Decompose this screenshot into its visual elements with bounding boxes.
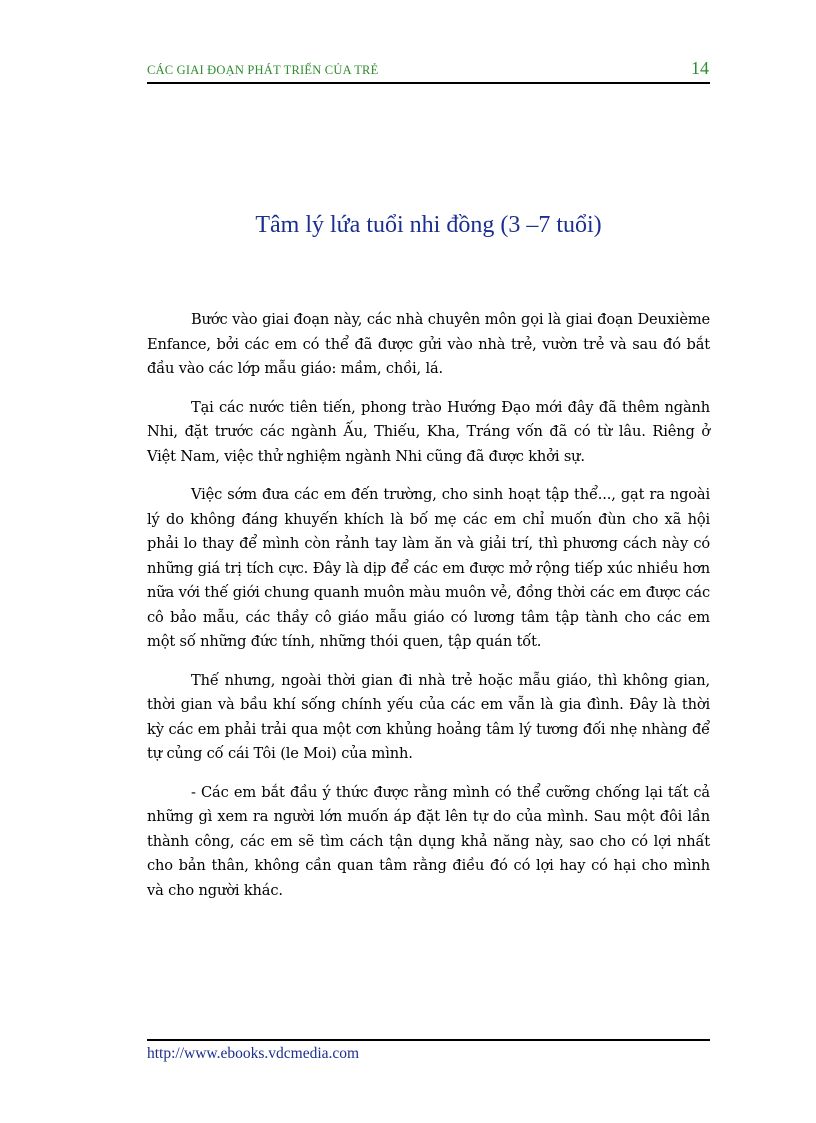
running-header [147,58,709,80]
footer-link[interactable]: http://www.ebooks.vdcmedia.com [147,1045,360,1062]
running-header-title: CÁC GIAI ĐOẠN PHÁT TRIỂN CỦA TRẺ [147,63,379,77]
section-title: Tâm lý lứa tuổi nhi đồng (3 –7 tuổi) [255,212,602,238]
body-text [147,308,710,917]
paragraph: Tại các nước tiên tiến, phong trào Hướng Đạo mới đây đã thêm ngành Nhi, đặt trước các ngành Ấu, Thiếu, Kha, Tráng vốn đã có từ lâu. Riêng ở Việt Nam, việc thử nghiệm ngành Nhi cũng đã được khởi sự. [147,398,710,465]
paragraph: Thế nhưng, ngoài thời gian đi nhà trẻ hoặc mẫu giáo, thì không gian, thời gian và bầu khí sống chính yếu của các em vẫn là gia đình. Đây là thời kỳ các em phải trải qua một cơn khủng hoảng tâm lý tương đối nhẹ nhàng để tự củng cố cái Tôi (le Moi) của mình. [147,671,710,762]
paragraph: Việc sớm đưa các em đến trường, cho sinh hoạt tập thể..., gạt ra ngoài lý do không đáng khuyến khích là bố mẹ các em chỉ muốn đùn cho xã hội phải lo thay để mình còn rảnh tay làm ăn và giải trí, thì phương cách này có những giá trị tích cực. Đây là dịp để các em được mở rộng tiếp xúc nhiều hơn nữa với thế giới chung quanh muôn màu muôn vẻ, đồng thời các em được các cô bảo mẫu, các thầy cô giáo mẫu giáo có lương tâm tập tành cho các em một số những đức tính, những thói quen, tập quán tốt. [147,486,710,650]
paragraph: - Các em bắt đầu ý thức được rằng mình có thể cưỡng chống lại tất cả những gì xem ra người lớn muốn áp đặt lên tự do của mình. Sau một đôi lần thành công, các em sẽ tìm cách tận dụng khả năng này, sao cho có lợi nhất cho bản thân, không cần quan tâm rằng điều đó có lợi hay có hại cho mình và cho người khác. [147,783,710,899]
footer-divider [147,1039,710,1041]
paragraph: Bước vào giai đoạn này, các nhà chuyên môn gọi là giai đoạn Deuxième Enfance, bởi các em có thể đã được gửi vào nhà trẻ, vườn trẻ và sau đó bắt đầu vào các lớp mẫu giáo: mầm, chồi, lá. [147,311,710,377]
header-divider [147,82,710,84]
page-number: 14 [691,58,709,78]
